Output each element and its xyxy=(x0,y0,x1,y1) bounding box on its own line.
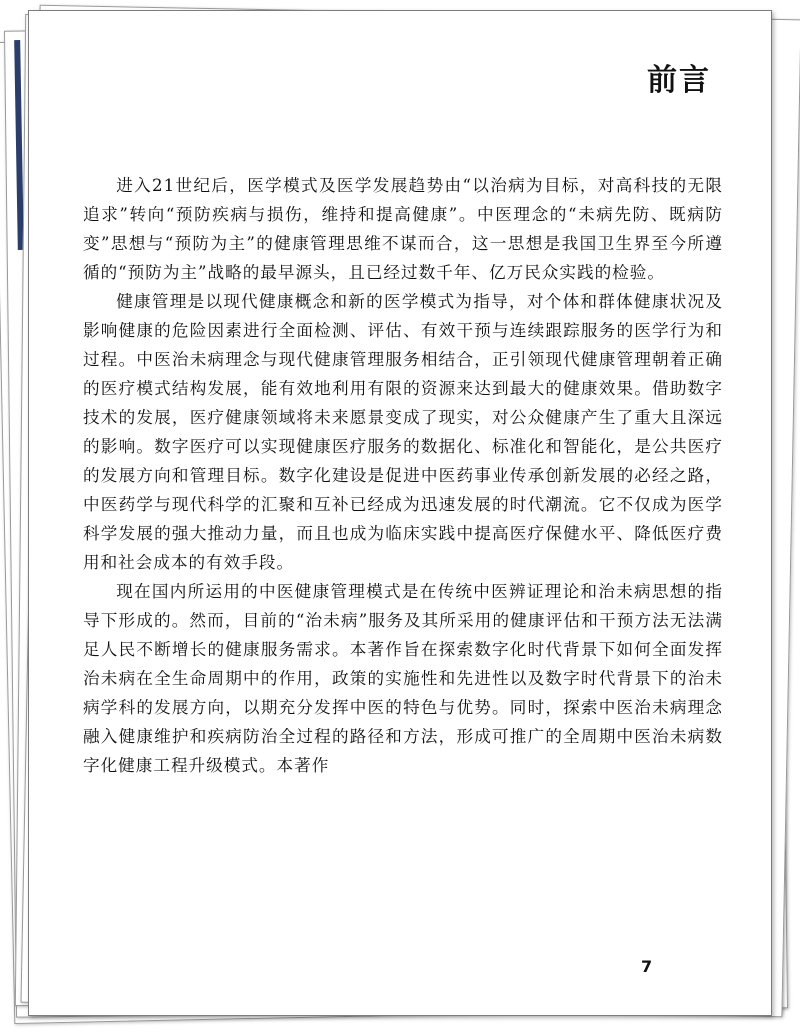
page-number: 7 xyxy=(641,957,653,976)
paragraph: 现在国内所运用的中医健康管理模式是在传统中医辨证理论和治未病思想的指导下形成的。然而，目前的“治未病”服务及其所采用的健康评估和干预方法无法满足人民不断增长的健康服务需求。本著作旨在探索数字化时代背景下如何全面发挥治未病在全生命周期中的作用，政策的实施性和先进性以及数字时代背景下的治未病学科的发展方向，以期充分发挥中医的特色与优势。同时，探索中医治未病理念融入健康维护和疾病防治全过程的路径和方法，形成可推广的全周期中医治未病数字化健康工程升级模式。本著作 xyxy=(83,582,723,775)
page-body xyxy=(83,171,723,780)
document-page xyxy=(28,10,772,1016)
page-title: 前言 xyxy=(647,63,711,98)
paragraph: 进入21世纪后，医学模式及医学发展趋势由“以治病为目标，对高科技的无限追求”转向“预防疾病与损伤，维持和提高健康”。中医理念的“未病先防、既病防变”思想与“预防为主”的健康管理思维不谋而合，这一思想是我国卫生界至今所遵循的“预防为主”战略的最早源头，且已经过数千年、亿万民众实践的检验。 xyxy=(83,176,723,282)
paragraph: 健康管理是以现代健康概念和新的医学模式为指导，对个体和群体健康状况及影响健康的危险因素进行全面检测、评估、有效干预与连续跟踪服务的医学行为和过程。中医治未病理念与现代健康管理服务相结合，正引领现代健康管理朝着正确的医疗模式结构发展，能有效地利用有限的资源来达到最大的健康效果。借助数字技术的发展，医疗健康领域将未来愿景变成了现实，对公众健康产生了重大且深远的影响。数字医疗可以实现健康医疗服务的数据化、标准化和智能化，是公共医疗的发展方向和管理目标。数字化建设是促进中医药事业传承创新发展的必经之路，中医药学与现代科学的汇聚和互补已经成为迅速发展的时代潮流。它不仅成为医学科学发展的强大推动力量，而且也成为临床实践中提高医疗保健水平、降低医疗费用和社会成本的有效手段。 xyxy=(83,292,723,572)
